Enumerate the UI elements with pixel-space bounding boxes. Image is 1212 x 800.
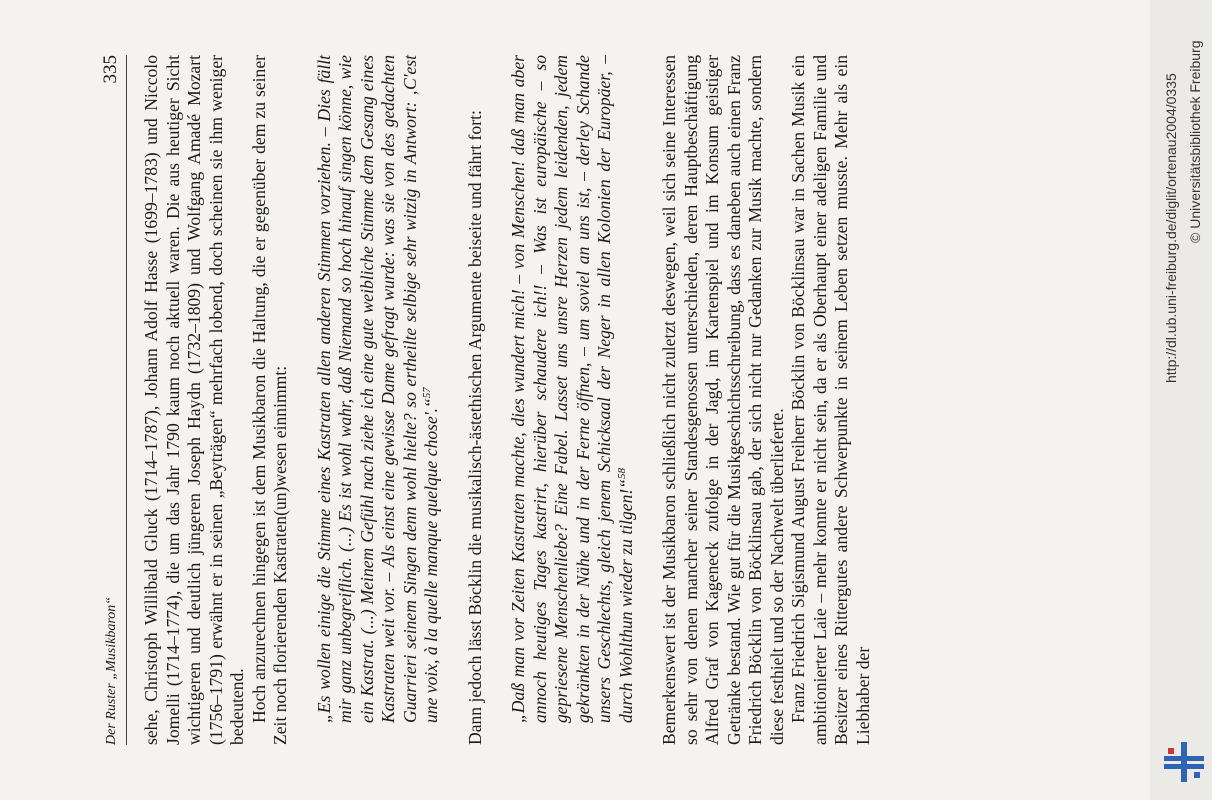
paragraph: Bemerkenswert ist der Musikbaron schließlich nicht zuletzt deswegen, weil sich seine Interessen so sehr von denen mancher seiner Standesgenossen unterschieden, deren Hauptbeschäftigung Alfred Graf von Kageneck zufolge in der Jagd, im Kartenspiel und im Konsum geistiger Getränke bestand. Wie gut für die Musikgeschichtsschreibung, dass es daneben auch einen Franz Friedrich Böcklin von Böcklinsau gab, der sich nicht nur Gedanken zur Musik machte, sondern diese festhielt und so der Nachwelt überlieferte. <box>659 55 787 745</box>
ub-freiburg-logo-icon <box>1164 742 1204 782</box>
source-url-link[interactable]: http://dl.ub.uni-freiburg.de/diglit/ortenau2004/0335 <box>1163 73 1179 383</box>
block-quote <box>314 55 443 723</box>
paragraph: Franz Friedrich Sigismund August Freiherr Böcklin von Böcklinsau war in Sachen Musik ein ambitionierter Laie – mehr konnte er nicht sein, da er als Oberhaupt einer adeligen Familie und Besitzer eines Rittergutes andere Schwerpunkte in seinem Leben setzen musste. Mehr als ein Liebhaber der <box>788 55 873 745</box>
page-header <box>92 55 127 745</box>
copyright-notice: © Universitätsbibliothek Freiburg <box>1187 40 1203 243</box>
page-body <box>141 55 874 745</box>
paragraph: Dann jedoch lässt Böcklin die musikalisch-ästethischen Argumente beiseite und fährt fort: <box>464 110 485 745</box>
quote-text: „Es wollen einige die Stimme eines Kastraten allen anderen Stimmen vorziehen. – Dies fällt mir ganz unbegreiflich. (...) Es ist wohl wahr, daß Niemand so hoch hinauf singen könne, wie ein Kastrat. (...) Meinem Gefühl nach ziehe ich eine gute weibliche Stimme dem Gesang eines Kastraten weit vor. – Als einst eine gewisse Dame gefragt wurde: was sie von des gedachten Guarrieri seinem Singen denn wohl hielte? so ertheilte selbige sehr witzig in Antwort: ‚C'est une voix, à la quelle manque quelque chose'.“ <box>313 55 441 723</box>
footnote-ref: 57 <box>421 387 434 399</box>
footnote-ref: 58 <box>615 467 628 479</box>
page-number: 335 <box>100 55 121 84</box>
paragraph: Hoch anzurechnen hingegen ist dem Musikbaron die Haltung, die er gegenüber dem zu seiner Zeit noch florierenden Kastraten(un)wesen einnimmt: <box>248 55 290 745</box>
rotated-page-content <box>80 55 1070 745</box>
running-head: Der Ruster „Musikbaron“ <box>104 596 119 745</box>
block-quote <box>508 55 637 723</box>
quote-text: „Daß man vor Zeiten Kastraten machte, dies wundert mich! – von Menschen! daß man aber annoch heutiges Tages kastrirt, hierüber schaudere ich!! – Was ist europäische – so gepriesene Menschenliebe? Eine Fabel. Lasset uns unsre Herzen jedem leidenden, jedem gekränkten in der Nähe und in der Ferne öffnen, – um soviel an uns ist, – derley Schande unsers Geschlechts, gleich jenem Schicksaal der Neger in allen Kolonien der Europäer, – durch Wohlthun wieder zu tilgen!“ <box>508 55 636 723</box>
paragraph: sehe, Christoph Willibald Gluck (1714–1787), Johann Adolf Hasse (1699–1783) und Niccolo Jomelli (1714–1774), die um das Jahr 1790 kaum noch aktuell waren. Die aus heutiger Sicht wichtigeren und deutlich jüngeren Joseph Haydn (1732–1809) und Wolfgang Amadé Mozart (1756–1791) erwähnt er in seinen „Beyträgen“ mehrfach lobend, doch scheinen sie ihm weniger bedeutend. <box>141 55 247 745</box>
